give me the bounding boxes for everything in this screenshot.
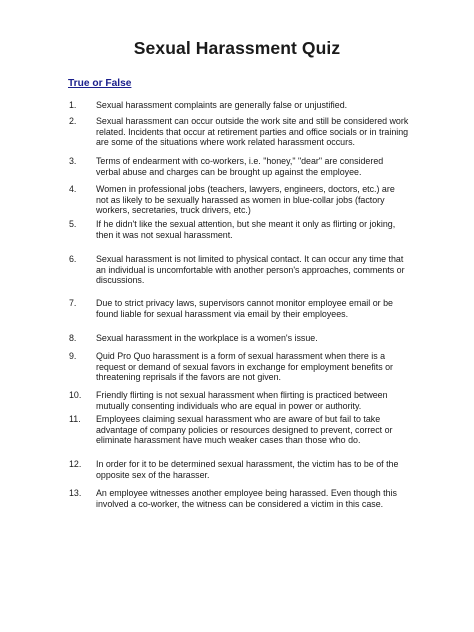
question-item bbox=[69, 414, 409, 446]
question-text: Terms of endearment with co-workers, i.e. "honey," "dear" are considered verbal abuse and charges can be brought up against the employee. bbox=[96, 156, 384, 177]
page-title: Sexual Harassment Quiz bbox=[133, 38, 341, 58]
question-number: 10. bbox=[69, 390, 82, 400]
question-number: 8. bbox=[69, 333, 77, 343]
question-number: 11. bbox=[69, 414, 81, 424]
question-text: Employees claiming sexual harassment who are aware of but fail to take advantage of company policies or resources designed to prevent, correct or eliminate harassment have much weaker cases than those who do. bbox=[96, 414, 393, 446]
question-item bbox=[69, 351, 409, 383]
question-item bbox=[69, 156, 409, 177]
question-text: Women in professional jobs (teachers, lawyers, engineers, doctors, etc.) are not as likely to be sexually harassed as women in blue-collar jobs (factory workers, secretaries, truck drivers, etc.) bbox=[96, 184, 395, 216]
question-text: If he didn't like the sexual attention, but she meant it only as flirting or joking, then it was not sexual harassment. bbox=[96, 219, 396, 240]
question-item bbox=[69, 459, 409, 480]
question-text: In order for it to be determined sexual harassment, the victim has to be of the opposite sex of the harasser. bbox=[96, 459, 399, 480]
question-text: Sexual harassment can occur outside the work site and still be considered work related. Incidents that occur at retirement parties and office socials or in training are some of the situations where work related harassment occurs. bbox=[96, 116, 409, 148]
question-text: Due to strict privacy laws, supervisors cannot monitor employee email or be found liable for sexual harassment via email by their employees. bbox=[96, 298, 393, 319]
question-item bbox=[69, 116, 409, 148]
question-number: 7. bbox=[69, 298, 77, 308]
question-number: 5. bbox=[69, 219, 77, 229]
question-number: 13. bbox=[69, 488, 82, 498]
question-item bbox=[69, 488, 409, 509]
question-text: Friendly flirting is not sexual harassment when flirting is practiced between mutually consenting individuals who are equal in power or authority. bbox=[96, 390, 388, 411]
question-number: 12. bbox=[69, 459, 82, 469]
question-item bbox=[69, 390, 409, 411]
question-number: 6. bbox=[69, 254, 77, 264]
question-text: Quid Pro Quo harassment is a form of sexual harassment when there is a request or demand of sexual favors in exchange for employment benefits or threatening reprisals if the favors are not given. bbox=[96, 351, 393, 383]
question-item bbox=[69, 184, 409, 216]
question-text: Sexual harassment is not limited to physical contact. It can occur any time that an individual is uncomfortable with another person's approaches, comments or discussions. bbox=[96, 254, 405, 286]
section-heading: True or False bbox=[68, 78, 132, 89]
question-number: 4. bbox=[69, 184, 77, 194]
question-number: 9. bbox=[69, 351, 77, 361]
question-number: 3. bbox=[69, 156, 77, 166]
question-item bbox=[69, 254, 409, 286]
question-number: 2. bbox=[69, 116, 77, 126]
question-item bbox=[69, 333, 409, 344]
question-number: 1. bbox=[69, 100, 77, 110]
question-text: Sexual harassment in the workplace is a women's issue. bbox=[96, 333, 318, 343]
question-item bbox=[69, 219, 409, 240]
question-item bbox=[69, 298, 409, 319]
question-text: Sexual harassment complaints are generally false or unjustified. bbox=[96, 100, 348, 110]
question-text: An employee witnesses another employee being harassed. Even though this involved a co-worker, the witness can be considered a victim in this case. bbox=[96, 488, 397, 509]
question-item bbox=[69, 100, 409, 111]
